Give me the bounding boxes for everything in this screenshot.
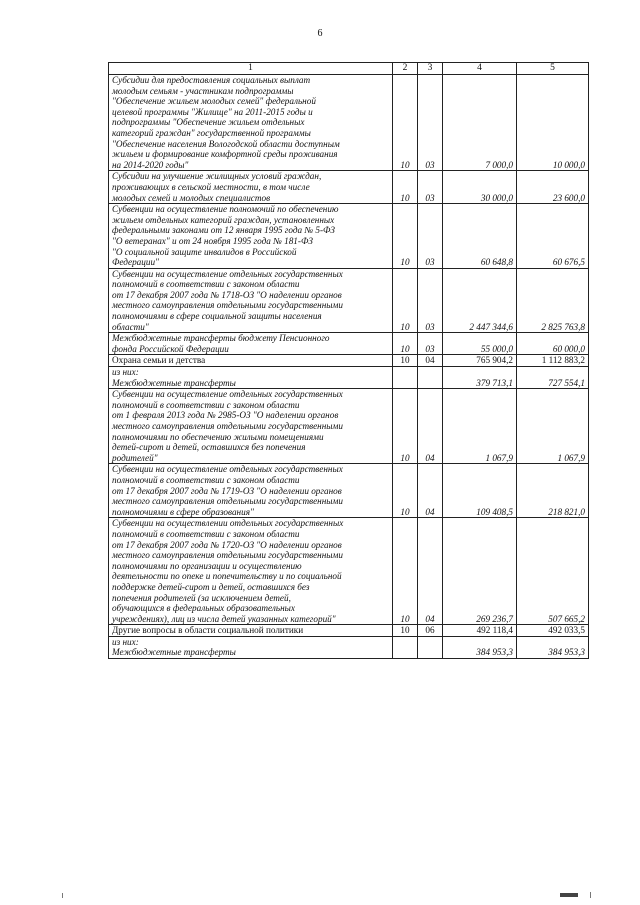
subsection-code: 03 bbox=[418, 268, 443, 333]
table-row bbox=[109, 464, 589, 518]
table-row bbox=[109, 367, 589, 389]
column-header: 3 bbox=[418, 63, 443, 75]
amount-2015: 60 000,0 bbox=[517, 333, 589, 355]
table-row bbox=[109, 636, 589, 658]
subsection-code: 03 bbox=[418, 204, 443, 269]
table-row bbox=[109, 625, 589, 637]
row-description: из них: Межбюджетные трансферты bbox=[109, 636, 393, 658]
section-code bbox=[393, 367, 418, 389]
amount-2015: 507 665,2 bbox=[517, 518, 589, 625]
row-description: Субсидии на улучшение жилищных условий граждан, проживающих в сельской местности, в том числе молодых семей и молодых специалистов bbox=[109, 171, 393, 204]
table-row bbox=[109, 171, 589, 204]
amount-2014: 379 713,1 bbox=[443, 367, 517, 389]
amount-2014: 492 118,4 bbox=[443, 625, 517, 637]
section-code: 10 bbox=[393, 268, 418, 333]
table-row bbox=[109, 268, 589, 333]
subsection-code: 04 bbox=[418, 355, 443, 367]
amount-2015: 384 953,3 bbox=[517, 636, 589, 658]
row-description: Охрана семьи и детства bbox=[109, 355, 393, 367]
amount-2014: 55 000,0 bbox=[443, 333, 517, 355]
amount-2015: 492 033,5 bbox=[517, 625, 589, 637]
section-code: 10 bbox=[393, 75, 418, 171]
row-description: Межбюджетные трансферты бюджету Пенсионного фонда Российской Федерации bbox=[109, 333, 393, 355]
amount-2014: 2 447 344,6 bbox=[443, 268, 517, 333]
amount-2015: 218 821,0 bbox=[517, 464, 589, 518]
section-code: 10 bbox=[393, 464, 418, 518]
amount-2015: 10 000,0 bbox=[517, 75, 589, 171]
amount-2015: 23 600,0 bbox=[517, 171, 589, 204]
amount-2014: 765 904,2 bbox=[443, 355, 517, 367]
table-row bbox=[109, 75, 589, 171]
page-number: 6 bbox=[317, 28, 323, 39]
section-code: 10 bbox=[393, 333, 418, 355]
row-description: Другие вопросы в области социальной политики bbox=[109, 625, 393, 637]
row-description: Субвенции на осуществление отдельных государственных полномочий в соответствии с законом области от 17 декабря 2007 года № 1718-ОЗ "О наделении органов местного самоуправления отдельными государственными полномочиями в сфере социальной защиты населения области" bbox=[109, 268, 393, 333]
table-row bbox=[109, 204, 589, 269]
amount-2015: 1 067,9 bbox=[517, 389, 589, 464]
table-row bbox=[109, 389, 589, 464]
row-description: Субвенции на осуществление полномочий по обеспечению жильем отдельных категорий граждан, установленных федеральными законами от 12 января 1995 года № 5-ФЗ "О ветеранах" и от 24 ноября 1995 года № 181-ФЗ "О социальной защите инвалидов в Российской Федерации" bbox=[109, 204, 393, 269]
table-row bbox=[109, 518, 589, 625]
subsection-code: 03 bbox=[418, 75, 443, 171]
amount-2015: 60 676,5 bbox=[517, 204, 589, 269]
section-code: 10 bbox=[393, 204, 418, 269]
table-row bbox=[109, 333, 589, 355]
amount-2014: 30 000,0 bbox=[443, 171, 517, 204]
section-code: 10 bbox=[393, 355, 418, 367]
amount-2014: 1 067,9 bbox=[443, 389, 517, 464]
subsection-code: 04 bbox=[418, 464, 443, 518]
row-description: Субвенции на осуществлении отдельных государственных полномочий в соответствии с законом области от 17 декабря 2007 года № 1720-ОЗ "О наделении органов местного самоуправления отдельными государственными полномочиями по организации и осуществлению деятельности по опеке и попечительству и по социальной поддержке детей-сирот и детей, оставшихся без попечения родителей (за исключением детей, обучающихся в федеральных образовательных учреждениях), лиц из числа детей указанных категорий" bbox=[109, 518, 393, 625]
scan-mark bbox=[590, 892, 591, 898]
scan-mark bbox=[62, 893, 63, 898]
table-row bbox=[109, 355, 589, 367]
table-header-row bbox=[109, 63, 589, 75]
section-code: 10 bbox=[393, 518, 418, 625]
amount-2014: 7 000,0 bbox=[443, 75, 517, 171]
row-description: Субсидии для предоставления социальных выплат молодым семьям - участникам подпрограммы "Обеспечение жильем молодых семей" федеральной целевой программы "Жилище" на 2011-2015 годы и подпрограммы "Обеспечение жильем отдельных категорий граждан" государственной программы "Обеспечение населения Вологодской области доступным жильем и формирование комфортной среды проживания на 2014-2020 годы" bbox=[109, 75, 393, 171]
section-code bbox=[393, 636, 418, 658]
amount-2015: 2 825 763,8 bbox=[517, 268, 589, 333]
column-header: 4 bbox=[443, 63, 517, 75]
section-code: 10 bbox=[393, 389, 418, 464]
subsection-code: 03 bbox=[418, 171, 443, 204]
row-description: Субвенции на осуществление отдельных государственных полномочий в соответствии с законом области от 17 декабря 2007 года № 1719-ОЗ "О наделении органов местного самоуправления отдельными государственными полномочиями в сфере образования" bbox=[109, 464, 393, 518]
subsection-code: 03 bbox=[418, 333, 443, 355]
column-header: 1 bbox=[109, 63, 393, 75]
amount-2014: 269 236,7 bbox=[443, 518, 517, 625]
subsection-code: 04 bbox=[418, 389, 443, 464]
section-code: 10 bbox=[393, 625, 418, 637]
amount-2014: 109 408,5 bbox=[443, 464, 517, 518]
column-header: 5 bbox=[517, 63, 589, 75]
subsection-code: 04 bbox=[418, 518, 443, 625]
amount-2014: 384 953,3 bbox=[443, 636, 517, 658]
amount-2014: 60 648,8 bbox=[443, 204, 517, 269]
section-code: 10 bbox=[393, 171, 418, 204]
budget-table bbox=[108, 62, 589, 659]
barcode-mark bbox=[560, 893, 578, 897]
subsection-code: 06 bbox=[418, 625, 443, 637]
amount-2015: 1 112 883,2 bbox=[517, 355, 589, 367]
row-description: из них: Межбюджетные трансферты bbox=[109, 367, 393, 389]
row-description: Субвенции на осуществление отдельных государственных полномочий в соответствии с законом области от 1 февраля 2013 года № 2985-ОЗ "О наделении органов местного самоуправления отдельными государственными полномочиями по обеспечению жилыми помещениями детей-сирот и детей, оставшихся без попечения родителей" bbox=[109, 389, 393, 464]
amount-2015: 727 554,1 bbox=[517, 367, 589, 389]
subsection-code bbox=[418, 367, 443, 389]
column-header: 2 bbox=[393, 63, 418, 75]
subsection-code bbox=[418, 636, 443, 658]
